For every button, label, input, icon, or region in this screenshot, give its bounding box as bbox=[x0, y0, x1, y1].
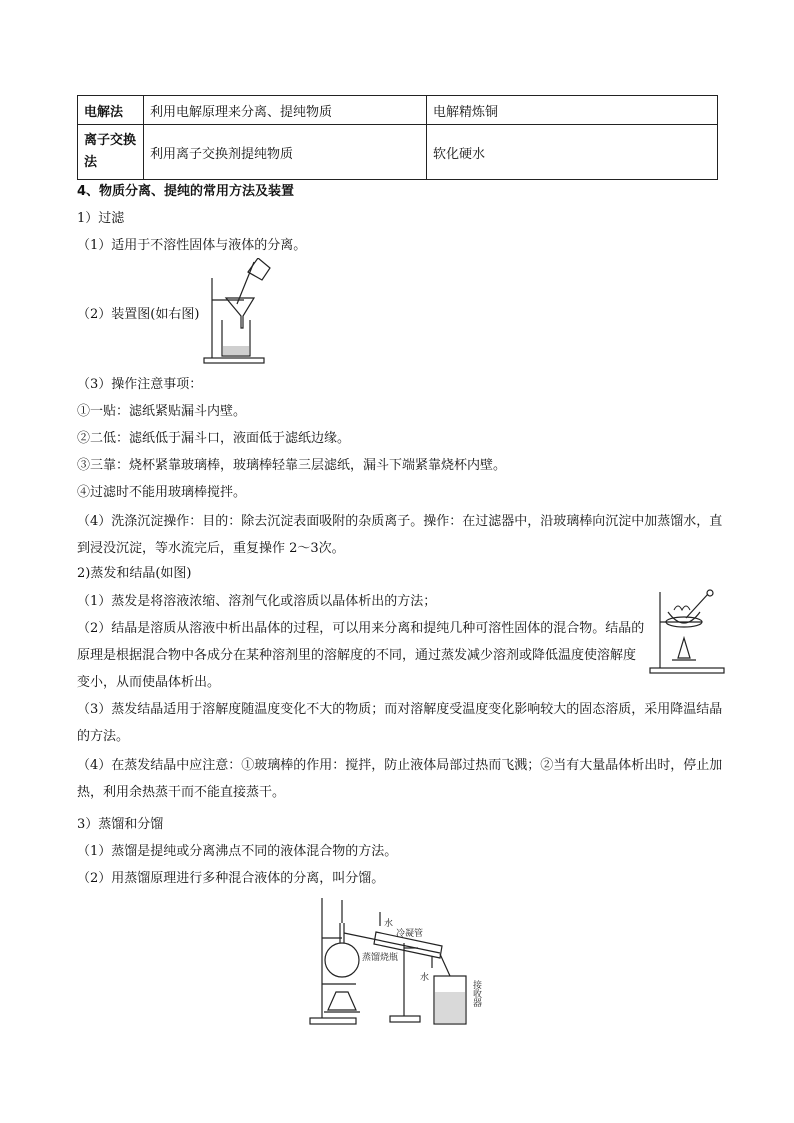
condenser-label: 冷凝管 bbox=[396, 929, 424, 939]
paragraph: （2）结晶是溶质从溶液中析出晶体的过程，可以用来分离和提纯几种可溶性固体的混合物。结晶的原理是根据混合物中各成分在某种溶剂里的溶解度的不同，通过蒸发减少溶剂或降低温度使溶解度变小，从而使晶体析出。 bbox=[77, 621, 645, 690]
table-row bbox=[78, 125, 718, 180]
distillation-apparatus-figure bbox=[300, 888, 500, 1030]
note-item: ③三靠：烧杯紧靠玻璃棒，玻璃棒轻靠三层滤纸，漏斗下端紧靠烧杯内壁。 bbox=[77, 458, 507, 473]
evaporation-apparatus-figure bbox=[648, 588, 726, 674]
paragraph: （3）操作注意事项： bbox=[77, 377, 203, 392]
subsection-heading: 3）蒸馏和分馏 bbox=[77, 817, 164, 832]
method-principle: 利用电解原理来分离、提纯物质 bbox=[144, 96, 427, 125]
method-name: 电解法 bbox=[78, 96, 144, 125]
paragraph: （1）蒸发是将溶液浓缩、溶剂气化或溶质以晶体析出的方法； bbox=[77, 594, 437, 609]
paragraph: （3）蒸发结晶适用于溶解度随温度变化不大的物质；而对溶解度受温度变化影响较大的固态溶质，采用降温结晶的方法。 bbox=[77, 702, 723, 744]
paragraph: （1）适用于不溶性固体与液体的分离。 bbox=[77, 238, 307, 253]
flask-label: 蒸馏烧瓶 bbox=[362, 953, 399, 963]
note-item: ④过滤时不能用玻璃棒搅拌。 bbox=[77, 485, 247, 500]
paragraph: （4）洗涤沉淀操作：目的：除去沉淀表面吸附的杂质离子。操作：在过滤器中，沿玻璃棒向沉淀中加蒸馏水，直到浸没沉淀，等水流完后，重复操作 2～3次。 bbox=[77, 514, 723, 556]
method-principle: 利用离子交换剂提纯物质 bbox=[144, 125, 427, 180]
section-heading: 4、物质分离、提纯的常用方法及装置 bbox=[77, 184, 295, 199]
paragraph: （2）装置图(如右图) bbox=[77, 307, 200, 322]
method-example: 电解精炼铜 bbox=[427, 96, 718, 125]
paragraph: （1）蒸馏是提纯或分离沸点不同的液体混合物的方法。 bbox=[77, 844, 398, 859]
paragraph: （2）用蒸馏原理进行多种混合液体的分离，叫分馏。 bbox=[77, 871, 385, 886]
subsection-heading: 1）过滤 bbox=[77, 211, 125, 226]
note-item: ②二低：滤纸低于漏斗口，液面低于滤纸边缘。 bbox=[77, 431, 351, 446]
subsection-heading: 2)蒸发和结晶(如图) bbox=[77, 566, 192, 581]
method-example: 软化硬水 bbox=[427, 125, 718, 180]
water-in-label: 水 bbox=[420, 973, 430, 983]
receiver-label: 接收器 bbox=[471, 980, 481, 1007]
note-item: ①一贴：滤纸紧贴漏斗内壁。 bbox=[77, 404, 247, 419]
method-name: 离子交换法 bbox=[78, 125, 144, 180]
paragraph: （4）在蒸发结晶中应注意：①玻璃棒的作用：搅拌，防止液体局部过热而飞溅；②当有大量晶体析出时，停止加热，利用余热蒸干而不能直接蒸干。 bbox=[77, 758, 723, 800]
water-out-label: 水 bbox=[384, 919, 394, 929]
table-row bbox=[78, 96, 718, 125]
separation-methods-table bbox=[77, 95, 718, 180]
filtration-apparatus-figure bbox=[200, 258, 272, 366]
